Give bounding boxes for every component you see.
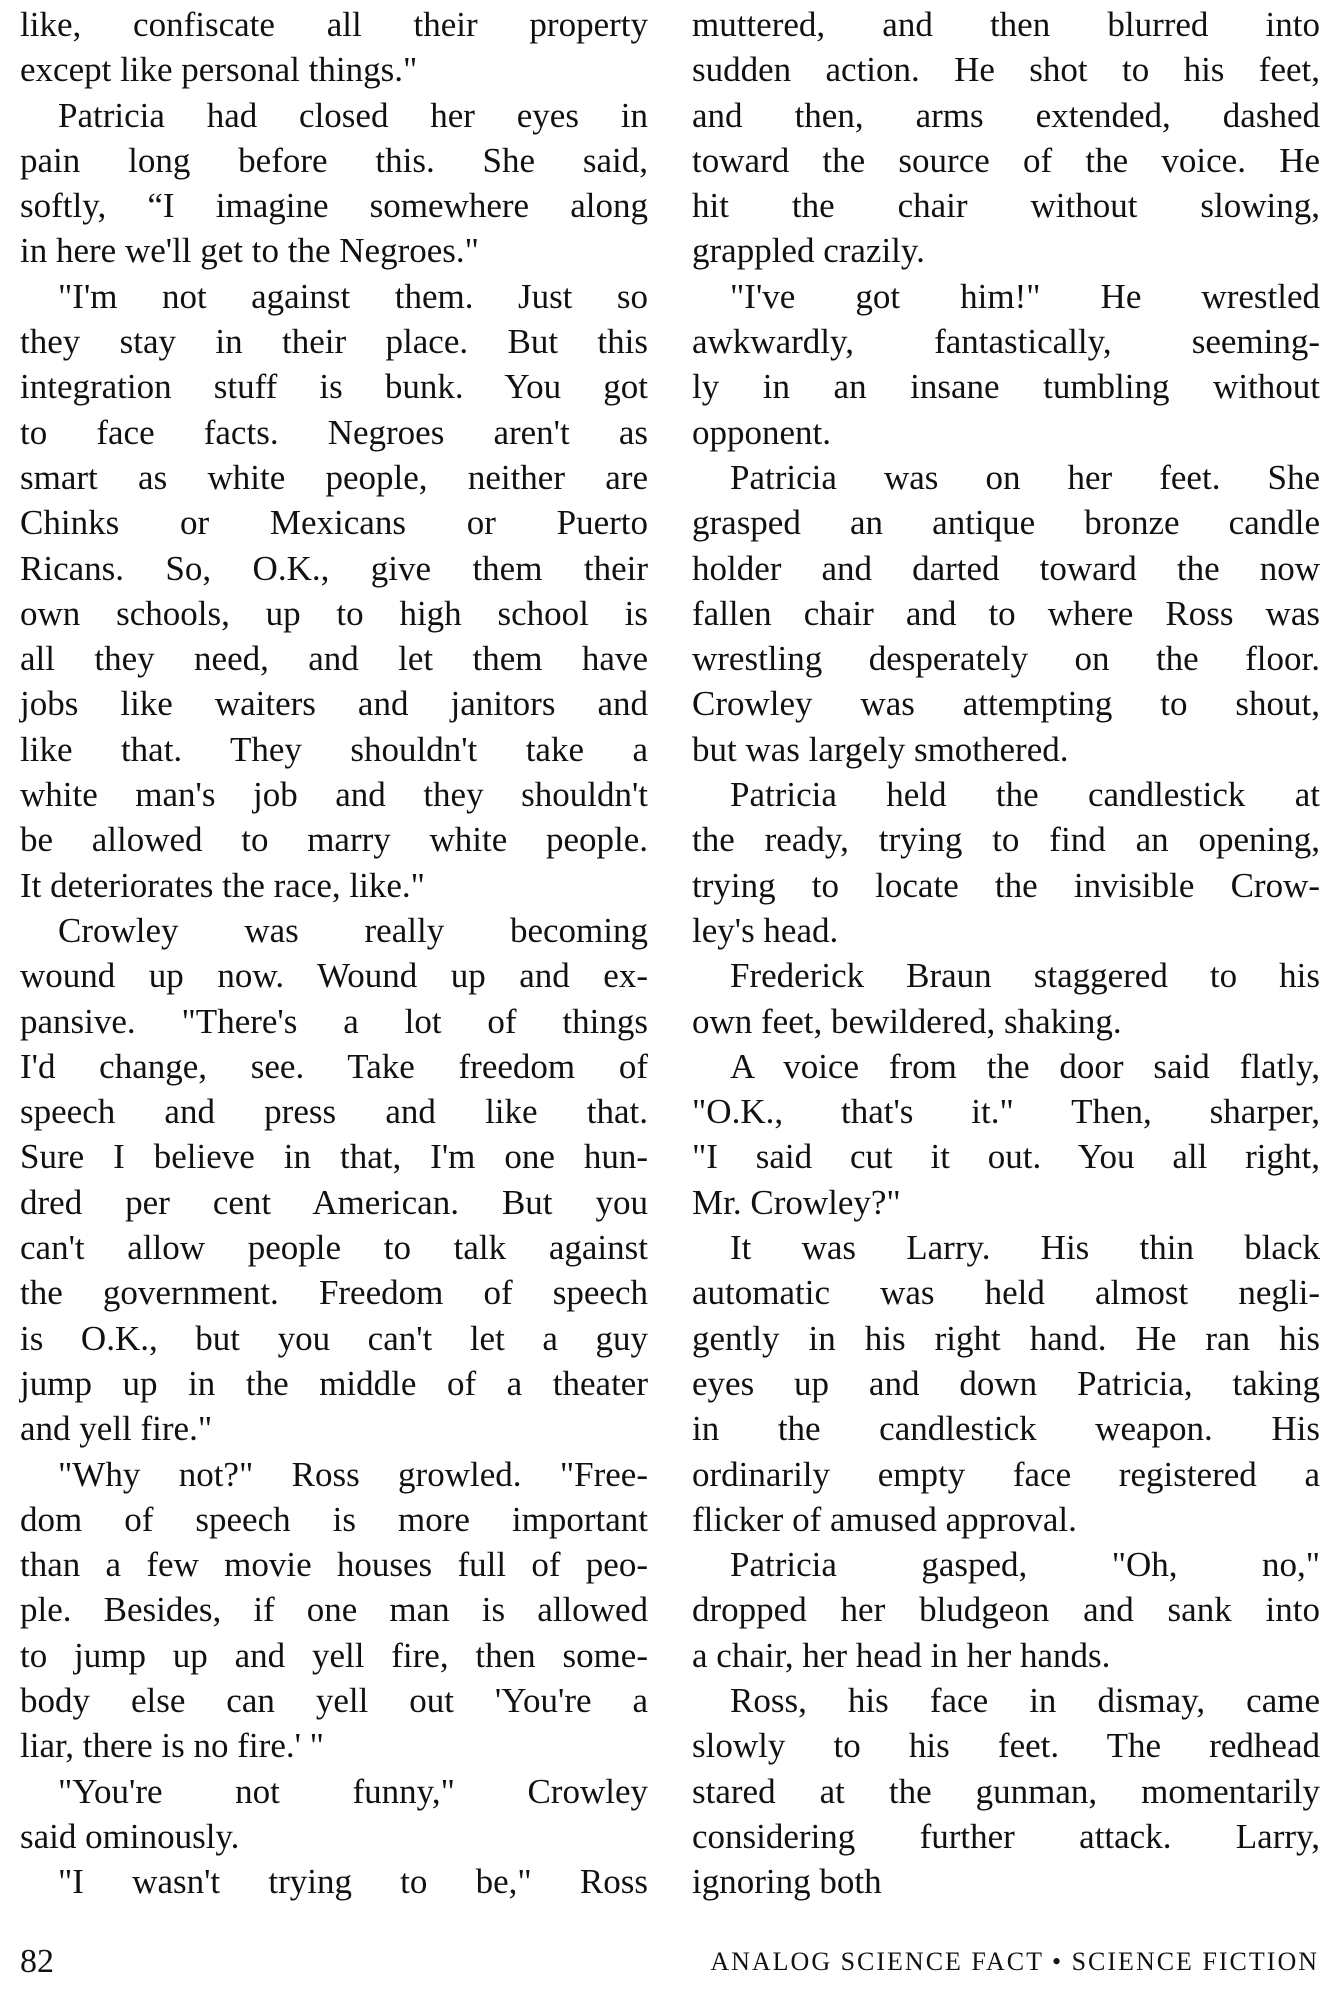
text-line: muttered, and then blurred into: [692, 5, 1320, 44]
text-line: slowly to his feet. The redhead: [692, 1726, 1320, 1766]
text-line: they stay in their place. But this: [20, 322, 648, 362]
text-line: said ominously.: [20, 1816, 240, 1856]
text-line: Chinks or Mexicans or Puerto: [20, 503, 648, 543]
text-line: dred per cent American. But you: [20, 1182, 648, 1222]
text-line: grasped an antique bronze candle: [692, 503, 1320, 543]
text-line: holder and darted toward the now: [692, 548, 1320, 588]
paragraph: [20, 2, 648, 93]
text-line: It deteriorates the race, like.": [20, 865, 425, 905]
text-line: liar, there is no fire.' ": [20, 1726, 324, 1766]
text-line: in here we'll get to the Negroes.": [20, 231, 479, 271]
text-line: pansive. "There's a lot of things: [20, 1001, 648, 1041]
text-line: toward the source of the voice. He: [692, 140, 1320, 180]
paragraph: [20, 908, 648, 1452]
text-column-left: [20, 2, 648, 1904]
text-line: to jump up and yell fire, then some-: [20, 1635, 648, 1675]
paragraph: [20, 1769, 648, 1860]
text-line: automatic was held almost negli-: [692, 1273, 1320, 1313]
text-line: and yell fire.": [20, 1409, 213, 1449]
text-line: "I've got him!" He wrestled: [730, 276, 1320, 316]
text-line: ordinarily empty face registered a: [692, 1454, 1320, 1494]
text-line: the government. Freedom of speech: [20, 1273, 648, 1313]
text-line: wrestling desperately on the floor.: [692, 639, 1320, 679]
text-line: fallen chair and to where Ross was: [692, 593, 1320, 633]
text-line: ly in an insane tumbling without: [692, 367, 1320, 407]
text-line: flicker of amused approval.: [692, 1499, 1077, 1539]
text-line: like that. They shouldn't take a: [20, 729, 648, 769]
text-line: "I wasn't trying to be," Ross: [58, 1862, 648, 1902]
text-line: a chair, her head in her hands.: [692, 1635, 1111, 1675]
text-line: pain long before this. She said,: [20, 140, 648, 180]
text-line: own feet, bewildered, shaking.: [692, 1001, 1122, 1041]
text-line: ignoring both: [692, 1862, 882, 1902]
text-line: Ricans. So, O.K., give them their: [20, 548, 648, 588]
text-column-right: [692, 2, 1320, 1904]
text-line: wound up now. Wound up and ex-: [20, 956, 648, 996]
text-line: sudden action. He shot to his feet,: [692, 50, 1320, 90]
text-line: white man's job and they shouldn't: [20, 775, 648, 815]
paragraph: [692, 274, 1320, 455]
text-line: ple. Besides, if one man is allowed: [20, 1590, 648, 1630]
text-line: Crowley was attempting to shout,: [692, 684, 1320, 724]
text-line: jobs like waiters and janitors and: [20, 684, 648, 724]
text-line: gently in his right hand. He ran his: [692, 1318, 1320, 1358]
text-line: A voice from the door said flatly,: [730, 1046, 1320, 1086]
text-line: opponent.: [692, 412, 832, 452]
running-head: ANALOG SCIENCE FACT • SCIENCE FICTION: [710, 1947, 1319, 1976]
text-line: be allowed to marry white people.: [20, 820, 648, 860]
text-line: "You're not funny," Crowley: [58, 1771, 648, 1811]
text-line: dropped her bludgeon and sank into: [692, 1590, 1320, 1630]
text-line: trying to locate the invisible Crow-: [692, 865, 1320, 905]
text-line: "Why not?" Ross growled. "Free-: [58, 1454, 648, 1494]
text-line: in the candlestick weapon. His: [692, 1409, 1320, 1449]
text-line: except like personal things.": [20, 50, 418, 90]
text-line: "I'm not against them. Just so: [58, 276, 648, 316]
text-line: eyes up and down Patricia, taking: [692, 1363, 1320, 1403]
text-line: awkwardly, fantastically, seeming-: [692, 322, 1320, 362]
text-line: is O.K., but you can't let a guy: [20, 1318, 648, 1358]
text-line: but was largely smothered.: [692, 729, 1069, 769]
text-line: stared at the gunman, momentarily: [692, 1771, 1320, 1811]
text-line: hit the chair without slowing,: [692, 186, 1320, 226]
text-line: like, confiscate all their property: [20, 5, 648, 44]
paragraph: [20, 93, 648, 274]
paragraph: [20, 274, 648, 908]
text-line: Patricia held the candlestick at: [730, 775, 1320, 815]
text-line: "I said cut it out. You all right,: [692, 1137, 1320, 1177]
text-line: Crowley was really becoming: [58, 910, 648, 950]
text-line: all they need, and let them have: [20, 639, 648, 679]
text-line: Sure I believe in that, I'm one hun-: [20, 1137, 648, 1177]
text-line: body else can yell out 'You're a: [20, 1680, 648, 1720]
text-line: I'd change, see. Take freedom of: [20, 1046, 648, 1086]
text-line: Ross, his face in dismay, came: [730, 1680, 1320, 1720]
paragraph: [20, 1859, 648, 1904]
text-line: grappled crazily.: [692, 231, 925, 271]
text-line: ley's head.: [692, 910, 839, 950]
text-line: "O.K., that's it." Then, sharper,: [692, 1092, 1320, 1132]
text-line: can't allow people to talk against: [20, 1228, 648, 1268]
text-line: Patricia was on her feet. She: [730, 457, 1320, 497]
paragraph: [692, 1542, 1320, 1678]
paragraph: [692, 953, 1320, 1044]
paragraph: [692, 1678, 1320, 1904]
paragraph: [692, 1225, 1320, 1542]
page-number: 82: [20, 1943, 54, 1980]
text-line: own schools, up to high school is: [20, 593, 648, 633]
text-line: It was Larry. His thin black: [730, 1228, 1320, 1268]
paragraph: [692, 772, 1320, 953]
text-line: softly, “I imagine somewhere along: [20, 186, 648, 226]
text-line: and then, arms extended, dashed: [692, 95, 1320, 135]
text-line: Patricia gasped, "Oh, no,": [730, 1545, 1320, 1585]
paragraph: [692, 1044, 1320, 1225]
text-line: the ready, trying to find an opening,: [692, 820, 1320, 860]
text-line: integration stuff is bunk. You got: [20, 367, 648, 407]
text-line: jump up in the middle of a theater: [20, 1363, 648, 1403]
text-line: speech and press and like that.: [20, 1092, 648, 1132]
text-line: considering further attack. Larry,: [692, 1816, 1320, 1856]
text-line: to face facts. Negroes aren't as: [20, 412, 648, 452]
paragraph: [692, 455, 1320, 772]
text-line: smart as white people, neither are: [20, 457, 648, 497]
text-line: dom of speech is more important: [20, 1499, 648, 1539]
paragraph: [20, 1452, 648, 1769]
paragraph: [692, 2, 1320, 274]
text-line: Frederick Braun staggered to his: [730, 956, 1320, 996]
text-line: Mr. Crowley?": [692, 1182, 901, 1222]
text-line: than a few movie houses full of peo-: [20, 1545, 648, 1585]
text-line: Patricia had closed her eyes in: [58, 95, 648, 135]
